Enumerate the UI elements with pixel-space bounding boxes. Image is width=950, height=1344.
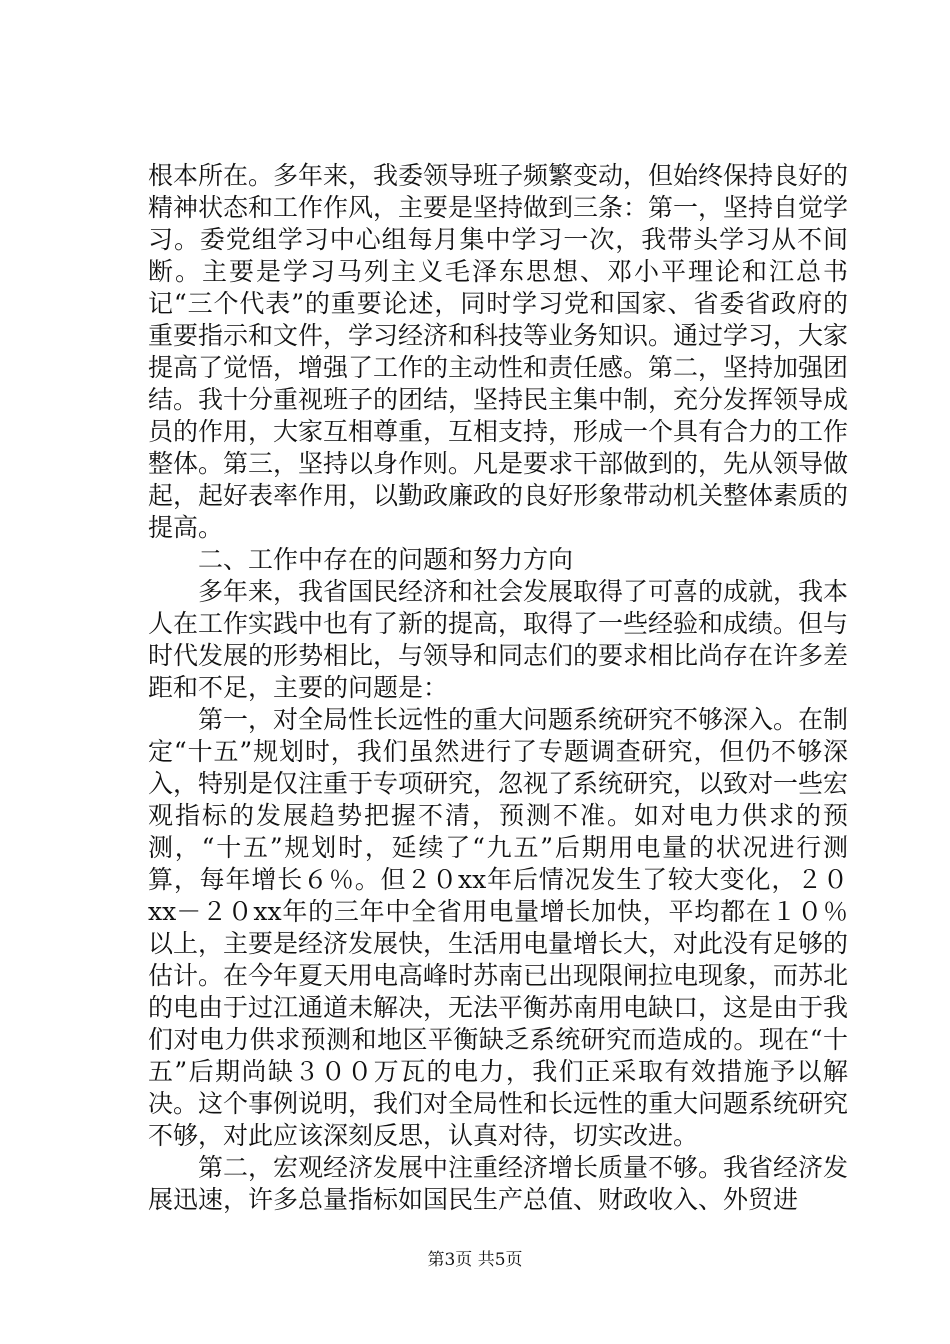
page-footer xyxy=(0,1245,950,1270)
page-number: 第3页 共5页 xyxy=(427,1250,523,1270)
document-body xyxy=(148,160,848,1216)
paragraph-2: 多年来，我省国民经济和社会发展取得了可喜的成就，我本人在工作实践中也有了新的提高，取得了一些经验和成绩。但与时代发展的形势相比，与领导和同志们的要求相比尚存在许多差距和不足，主要的问题是： xyxy=(148,577,849,702)
paragraph-1: 根本所在。多年来，我委领导班子频繁变动，但始终保持良好的精神状态和工作作风，主要是坚持做到三条：第一，坚持自觉学习。委党组学习中心组每月集中学习一次，我带头学习从不间断。主要是学习马列主义毛泽东思想、邓小平理论和江总书记“三个代表”的重要论述，同时学习党和国家、省委省政府的重要指示和文件，学习经济和科技等业务知识。通过学习，大家提高了觉悟，增强了工作的主动性和责任感。第二，坚持加强团结。我十分重视班子的团结，坚持民主集中制，充分发挥领导成员的作用，大家互相尊重，互相支持，形成一个具有合力的工作整体。第三，坚持以身作则。凡是要求干部做到的，先从领导做起，起好表率作用，以勤政廉政的良好形象带动机关整体素质的提高。 xyxy=(148,161,849,542)
paragraph-4: 第二，宏观经济发展中注重经济增长质量不够。我省经济发展迅速，许多总量指标如国民生产总值、财政收入、外贸进 xyxy=(148,1153,849,1214)
paragraph-3: 第一，对全局性长远性的重大问题系统研究不够深入。在制定“十五”规划时，我们虽然进行了专题调查研究，但仍不够深入，特别是仅注重于专项研究，忽视了系统研究，以致对一些宏观指标的发展趋势把握不清，预测不准。如对电力供求的预测，“十五”规划时，延续了“九五”后期用电量的状况进行测算，每年增长６％。但２０xx年后情况发生了较大变化，２０xx－２０xx年的三年中全省用电量增长加快，平均都在１０％以上，主要是经济发展快，生活用电量增长大，对此没有足够的估计。在今年夏天用电高峰时苏南已出现限闸拉电现象，而苏北的电由于过江通道未解决，无法平衡苏南用电缺口，这是由于我们对电力供求预测和地区平衡缺乏系统研究而造成的。现在“十五”后期尚缺３００万瓦的电力，我们正采取有效措施予以解决。这个事例说明，我们对全局性和长远性的重大问题系统研究不够，对此应该深刻反思，认真对待，切实改进。 xyxy=(148,705,849,1150)
section-heading: 二、工作中存在的问题和努力方向 xyxy=(198,545,574,574)
